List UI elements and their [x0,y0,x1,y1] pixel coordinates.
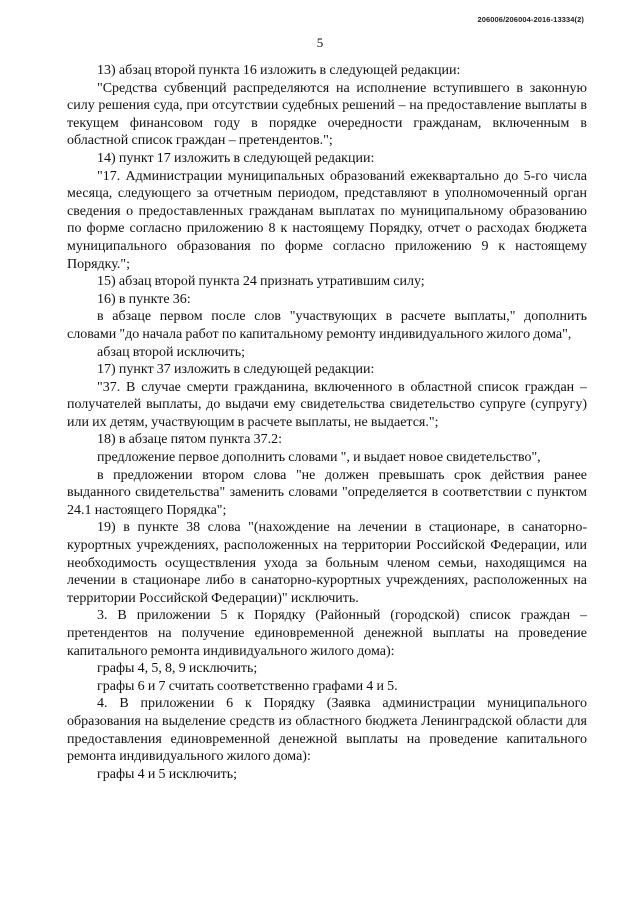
paragraph-item-19: 19) в пункте 38 слова "(нахождение на лечении в стационаре, в санаторно-курортных учреждениях, расположенных на территории Российской Федерации, или необходимость осуществления ухода за больным членом семьи, находящимся на лечении в стационаре либо в санаторно-курортных учреждениях, расположенных на территории Российской Федерации)" исключить. [67,520,587,606]
paragraph-section-3: 3. В приложении 5 к Порядку (Районный (городской) список граждан – претендентов на получение единовременной денежной выплаты на проведение капитального ремонта индивидуального жилого дома): [67,608,587,659]
paragraph-section-3-columns-remove: графы 4, 5, 8, 9 исключить; [97,661,258,677]
paragraph-quote-17: "17. Администрации муниципальных образований ежеквартально до 5-го числа месяца, следующего за отчетным периодом, представляют в уполномоченный орган сведения о предоставленных гражданам выплатах по муниципальному образованию по форме согласно приложению 8 к настоящему Порядку, отчет о расходах бюджета муниципального образования по форме согласно приложению 9 к настоящему Порядку."; [67,168,587,272]
paragraph-section-4-columns-remove: графы 4 и 5 исключить; [97,766,238,782]
paragraph-item-13: 13) абзац второй пункта 16 изложить в следующей редакции: [97,63,461,78]
page-number: 5 [316,35,324,50]
paragraph-item-14: 14) пункт 17 изложить в следующей редакции: [97,150,375,166]
paragraph-item-16: 16) в пункте 36: [97,291,191,307]
document-id: 206006/206004-2016-13334(2) [477,15,584,24]
paragraph-item-18: 18) в абзаце пятом пункта 37.2: [97,432,283,448]
paragraph-section-4: 4. В приложении 6 к Порядку (Заявка администрации муниципального образования на выделение средств из областного бюджета Ленинградской области для предоставления единовременной денежной выплаты на проведение капитального ремонта индивидуального жилого дома): [67,696,587,765]
paragraph-item-16-first: в абзаце первом после слов "участвующих в расчете выплаты," дополнить словами "до начала работ по капитальному ремонту индивидуального жилого дома", [67,309,587,342]
paragraph-quote-37: "37. В случае смерти гражданина, включенного в областной список граждан – получателей выплаты, до выдачи ему свидетельства свидетельство супруге (супругу) или их детям, участвующим в расчете выплаты, не выдается."; [67,379,587,430]
paragraph-item-15: 15) абзац второй пункта 24 признать утратившим силу; [97,274,425,290]
paragraph-quote-16: "Средства субвенций распределяются на исполнение вступившего в законную силу решения суда, при отсутствии судебных решений – на предоставление выплаты в текущем финансовом году в порядке очередности гражданам, включенным в областной список граждан – претендентов."; [67,80,587,149]
paragraph-item-18-first: предложение первое дополнить словами ", и выдает новое свидетельство", [97,450,541,466]
paragraph-item-17: 17) пункт 37 изложить в следующей редакции: [97,362,375,378]
paragraph-section-3-columns-rename: графы 6 и 7 считать соответственно графами 4 и 5. [97,678,398,694]
paragraph-item-18-second: в предложении втором слова "не должен превышать срок действия ранее выданного свидетельства" заменить словами "определяется в соответствии с пунктом 24.1 настоящего Порядка"; [67,467,587,518]
document-body [67,62,587,783]
paragraph-item-16-second: абзац второй исключить; [97,344,246,360]
